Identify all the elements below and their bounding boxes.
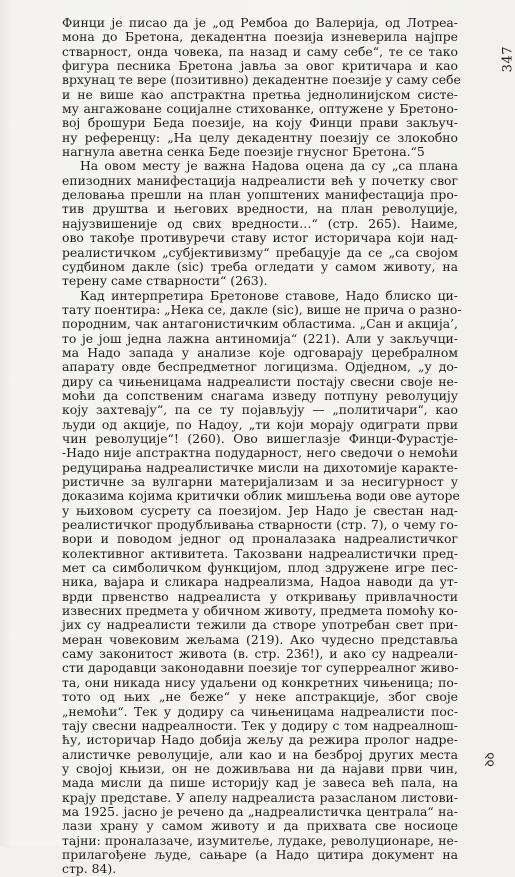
- text-line: деловања прешли на план уопштених манифестација про-: [62, 187, 458, 203]
- text-line: породним, чак антагонистичким областима. „Сан и акција’,: [62, 316, 458, 332]
- text-line: „немоћи“. Тек у додиру са чињеницама надреалисти пос-: [62, 703, 458, 719]
- text-line: чин револуције“! (260). Ово вишеглазје Финци-Фурастје-: [62, 430, 458, 446]
- text-line: реалистичком „субјективизму“ пребацује да се „са својом: [62, 244, 458, 260]
- text-line: ма 1925. јасно је речено да „надреалистичка централа“ на-: [62, 803, 458, 819]
- text-line: стр. 84).: [62, 861, 117, 877]
- text-line: мет са симболичком функцијом, плод здружене игре пес-: [62, 560, 458, 576]
- text-line: вој брошури Беда поезије, на коју Финци прави закључ-: [62, 115, 458, 131]
- text-line: јих су надреалисти тежили да створе употребан свет при-: [62, 617, 458, 633]
- text-line: та, они никада нису удаљени од конкретних чињеница; по-: [62, 674, 458, 690]
- text-line: На овом месту је важна Надова оцена да су „са плана: [80, 158, 458, 174]
- text-line: ма Надо запада у анализе које одговарају церебралном: [62, 344, 458, 360]
- text-line: нагнула аветна сенка Беде поезије гнусног Бретона.“5: [62, 144, 425, 160]
- text-line: тото од њих „не беже“ у неке апстракције, због своје: [62, 689, 458, 705]
- text-line: лази храну у самом животу и да прихвата све носиоце: [62, 818, 458, 834]
- text-line: терену саме стварности“ (263).: [62, 273, 268, 289]
- text-line: стварност, онда човека, па назад и саму себе“, те се тако: [62, 43, 458, 59]
- text-line: саму законитост живота (в. стр. 236!), и ако су надреали-: [62, 646, 458, 662]
- text-line: редуцирања надреалистичке мисли на дихотомије каракте-: [62, 459, 458, 475]
- text-line: сти дародавци законодавни поезије тог суперреалног живо-: [62, 660, 459, 676]
- text-line: ристичне за вулгарни материјализам и за несигурност у: [62, 474, 458, 489]
- text-line: фигура песника Бретона јавља за овог критичара и као: [62, 58, 458, 74]
- text-line: мада мисли да пише историју кад је завеса већ пала, на: [62, 775, 458, 791]
- text-line: најузвишеније од свих вредности…“ (стр. 265). Наиме,: [62, 215, 458, 231]
- text-line: ну референцу: „На целу декадентну поезију се злокобно: [62, 129, 458, 145]
- text-line: тату поентира: „Нека се, дакле (sic), више не прича о разно-: [62, 301, 462, 317]
- text-line: судбином дакле (sic) треба огледати у самом животу, на: [62, 258, 458, 274]
- text-line: апарату овде беспредметног логицизма. Одједном, „у до-: [62, 359, 458, 375]
- text-line: тив друштва и његових вредности, на план револуције,: [62, 201, 458, 217]
- text-line: колективног активитета. Такозвани надреалистички пред-: [62, 545, 458, 561]
- margin-mark: ꝺꝺ: [482, 752, 497, 767]
- text-line: у својој књизи, он не доживљава ни да најави први чин,: [62, 760, 458, 776]
- text-line: тајни: проналазаче, изумитеље, лудаке, револуционаре, не-: [62, 832, 458, 848]
- text-line: доказима којима критички облик мишљења води ове ауторе: [62, 488, 460, 504]
- text-line: прилагођене људе, сањаре (а Надо цитира документ на: [62, 846, 458, 862]
- text-line: коју захтевају“, па се ту појављују — „политичари“, као: [62, 402, 458, 418]
- text-line: ово такође противуречи ставу истог историчара који над-: [62, 230, 458, 246]
- text-line: људи од акције, по Надоу, „ти који морају одиграти први: [62, 416, 458, 432]
- text-line: реалистичког продубљивања стварности (стр. 7), о чему го-: [62, 517, 458, 533]
- text-line: у њиховом сусрету са поезијом. Јер Надо је свестан над-: [62, 502, 458, 518]
- text-line: тају свесни надреалности. Тек у додиру с том надреалнош-: [62, 717, 458, 733]
- text-line: ћу, историчар Надо добија жељу да режира пролог надре-: [62, 732, 458, 748]
- text-line: вори и поводом једног од проналазака надреалистичког: [62, 531, 458, 547]
- text-line: крају представе. У апелу надреалиста разасланом листови-: [62, 789, 458, 805]
- text-line: мона до Бретона, декадентна поезија изневерила најпре: [62, 29, 458, 45]
- text-line: епизодних манифестација надреалисти већ у почетку свог: [62, 172, 458, 188]
- text-line: Финци је писао да је „од Рембоа до Валерија, од Лотреа-: [62, 15, 458, 30]
- text-line: врхунац те вере (позитивно) декадентне поезије у саму себе: [62, 72, 461, 88]
- text-line: -Надо није апстрактна подударност, него сведочи о немоћи: [62, 445, 458, 461]
- text-line: му ангажоване социјалне стихованке, оптужене у Бретоно-: [62, 101, 458, 117]
- text-line: меран човековим жељама (219). Ако чудесно представља: [62, 631, 458, 647]
- body-text: [62, 15, 462, 877]
- text-line: врди првенство надреалиста у откривању привлачности: [62, 588, 458, 604]
- text-line: ника, вајара и сликара надреализма, Надоа наводи да ут-: [62, 574, 458, 590]
- text-line: диру са чињеницама надреалисти постају свесни своје не-: [62, 373, 458, 389]
- text-line: то је још једна лажна антиномија“ (221). Али у закључци-: [62, 330, 458, 346]
- text-line: извесних предмета у обичном животу, предмета помоћу ко-: [62, 603, 458, 619]
- text-line: и не више као апстрактна претња једнолинијском систе-: [62, 86, 458, 102]
- text-line: алистичке револуције, али као и на безброј других места: [62, 746, 458, 762]
- text-line: моћи да сопственим снагама изведу потпуну револуцију: [62, 387, 458, 403]
- page-number: 347: [500, 46, 515, 73]
- text-line: Кад интерпретира Бретонове ставове, Надо блиско ци-: [80, 287, 458, 303]
